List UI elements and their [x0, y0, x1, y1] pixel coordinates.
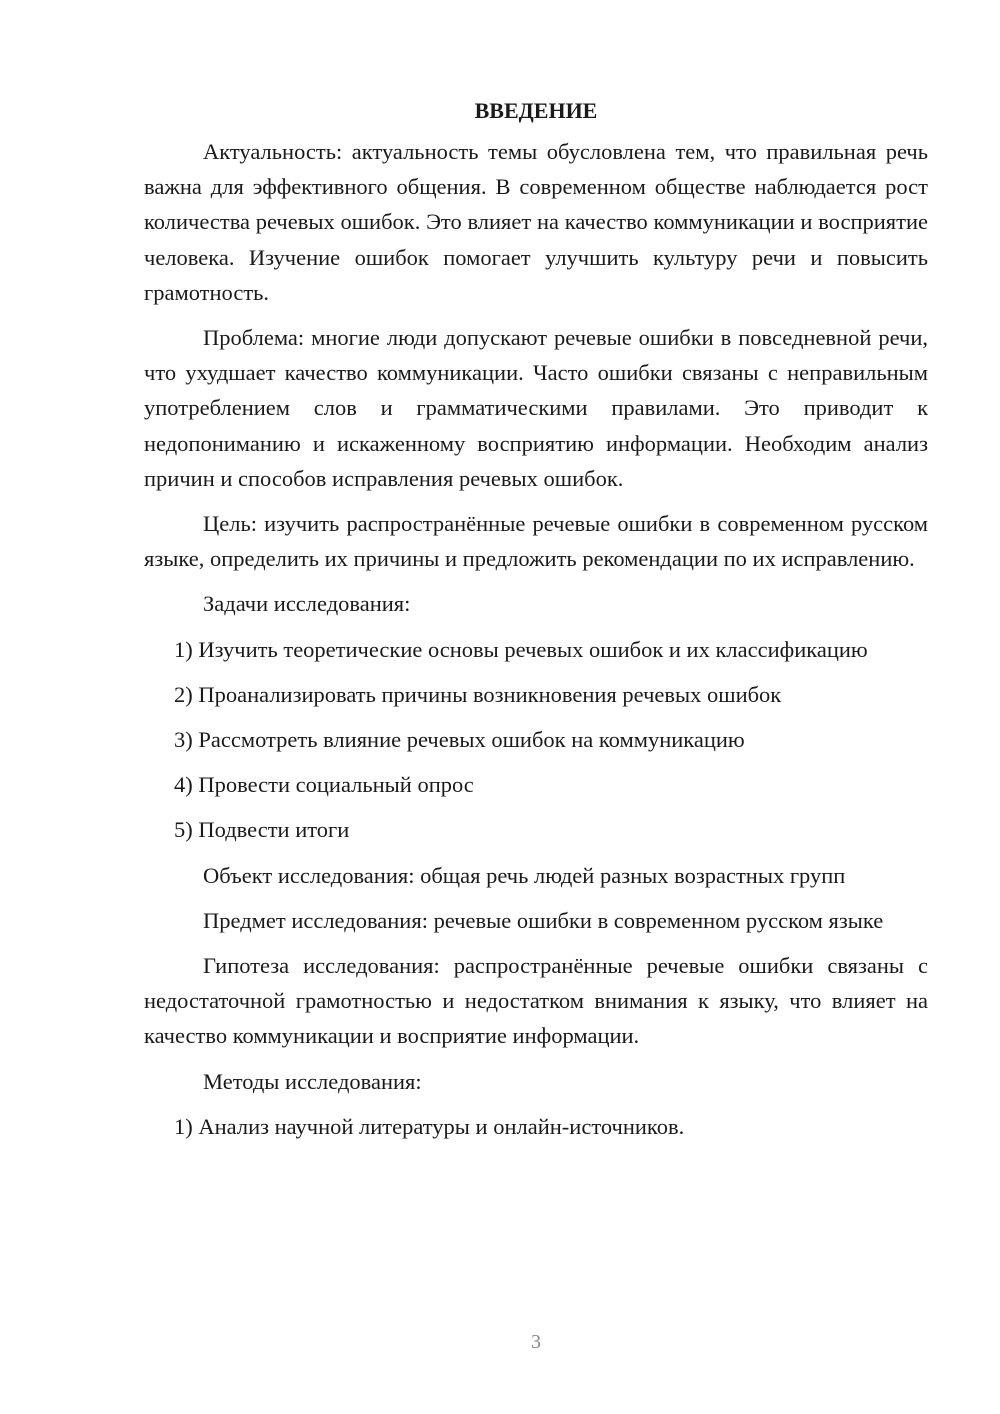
- methods-heading: Методы исследования:: [203, 1068, 422, 1094]
- task-item-3: 3) Рассмотреть влияние речевых ошибок на коммуникацию: [174, 727, 745, 753]
- task-item-2: 2) Проанализировать причины возникновения речевых ошибок: [174, 681, 782, 707]
- goal-paragraph: Цель: изучить распространённые речевые ошибки в современном русском языке, определить их причины и предложить рекомендации по их исправлению.: [144, 511, 928, 572]
- task-item-5: 5) Подвести итоги: [174, 817, 350, 843]
- task-item-4: 4) Провести социальный опрос: [174, 772, 474, 798]
- page-title: ВВЕДЕНИЕ: [474, 98, 598, 123]
- tasks-heading: Задачи исследования:: [203, 591, 411, 617]
- page-number: 3: [531, 1331, 541, 1353]
- task-item-1: 1) Изучить теоретические основы речевых ошибок и их классификацию: [174, 636, 868, 662]
- page-content: [144, 93, 928, 1154]
- method-item-1: 1) Анализ научной литературы и онлайн-источников.: [174, 1113, 685, 1139]
- hypothesis-paragraph: Гипотеза исследования: распространённые речевые ошибки связаны с недостаточной грамотностью и недостатком внимания к языку, что влияет на качество коммуникации и восприятие информации.: [144, 953, 928, 1049]
- relevance-paragraph: Актуальность: актуальность темы обусловлена тем, что правильная речь важна для эффективного общения. В современном обществе наблюдается рост количества речевых ошибок. Это влияет на качество коммуникации и восприятие человека. Изучение ошибок помогает улучшить культуру речи и повысить грамотность.: [144, 139, 928, 305]
- problem-paragraph: Проблема: многие люди допускают речевые ошибки в повседневной речи, что ухудшает качество коммуникации. Часто ошибки связаны с неправильным употреблением слов и грамматическими правилами. Это приводит к недопониманию и искаженному восприятию информации. Необходим анализ причин и способов исправления речевых ошибок.: [144, 325, 928, 491]
- object-paragraph: Объект исследования: общая речь людей разных возрастных групп: [203, 862, 846, 888]
- subject-paragraph: Предмет исследования: речевые ошибки в современном русском языке: [203, 907, 884, 933]
